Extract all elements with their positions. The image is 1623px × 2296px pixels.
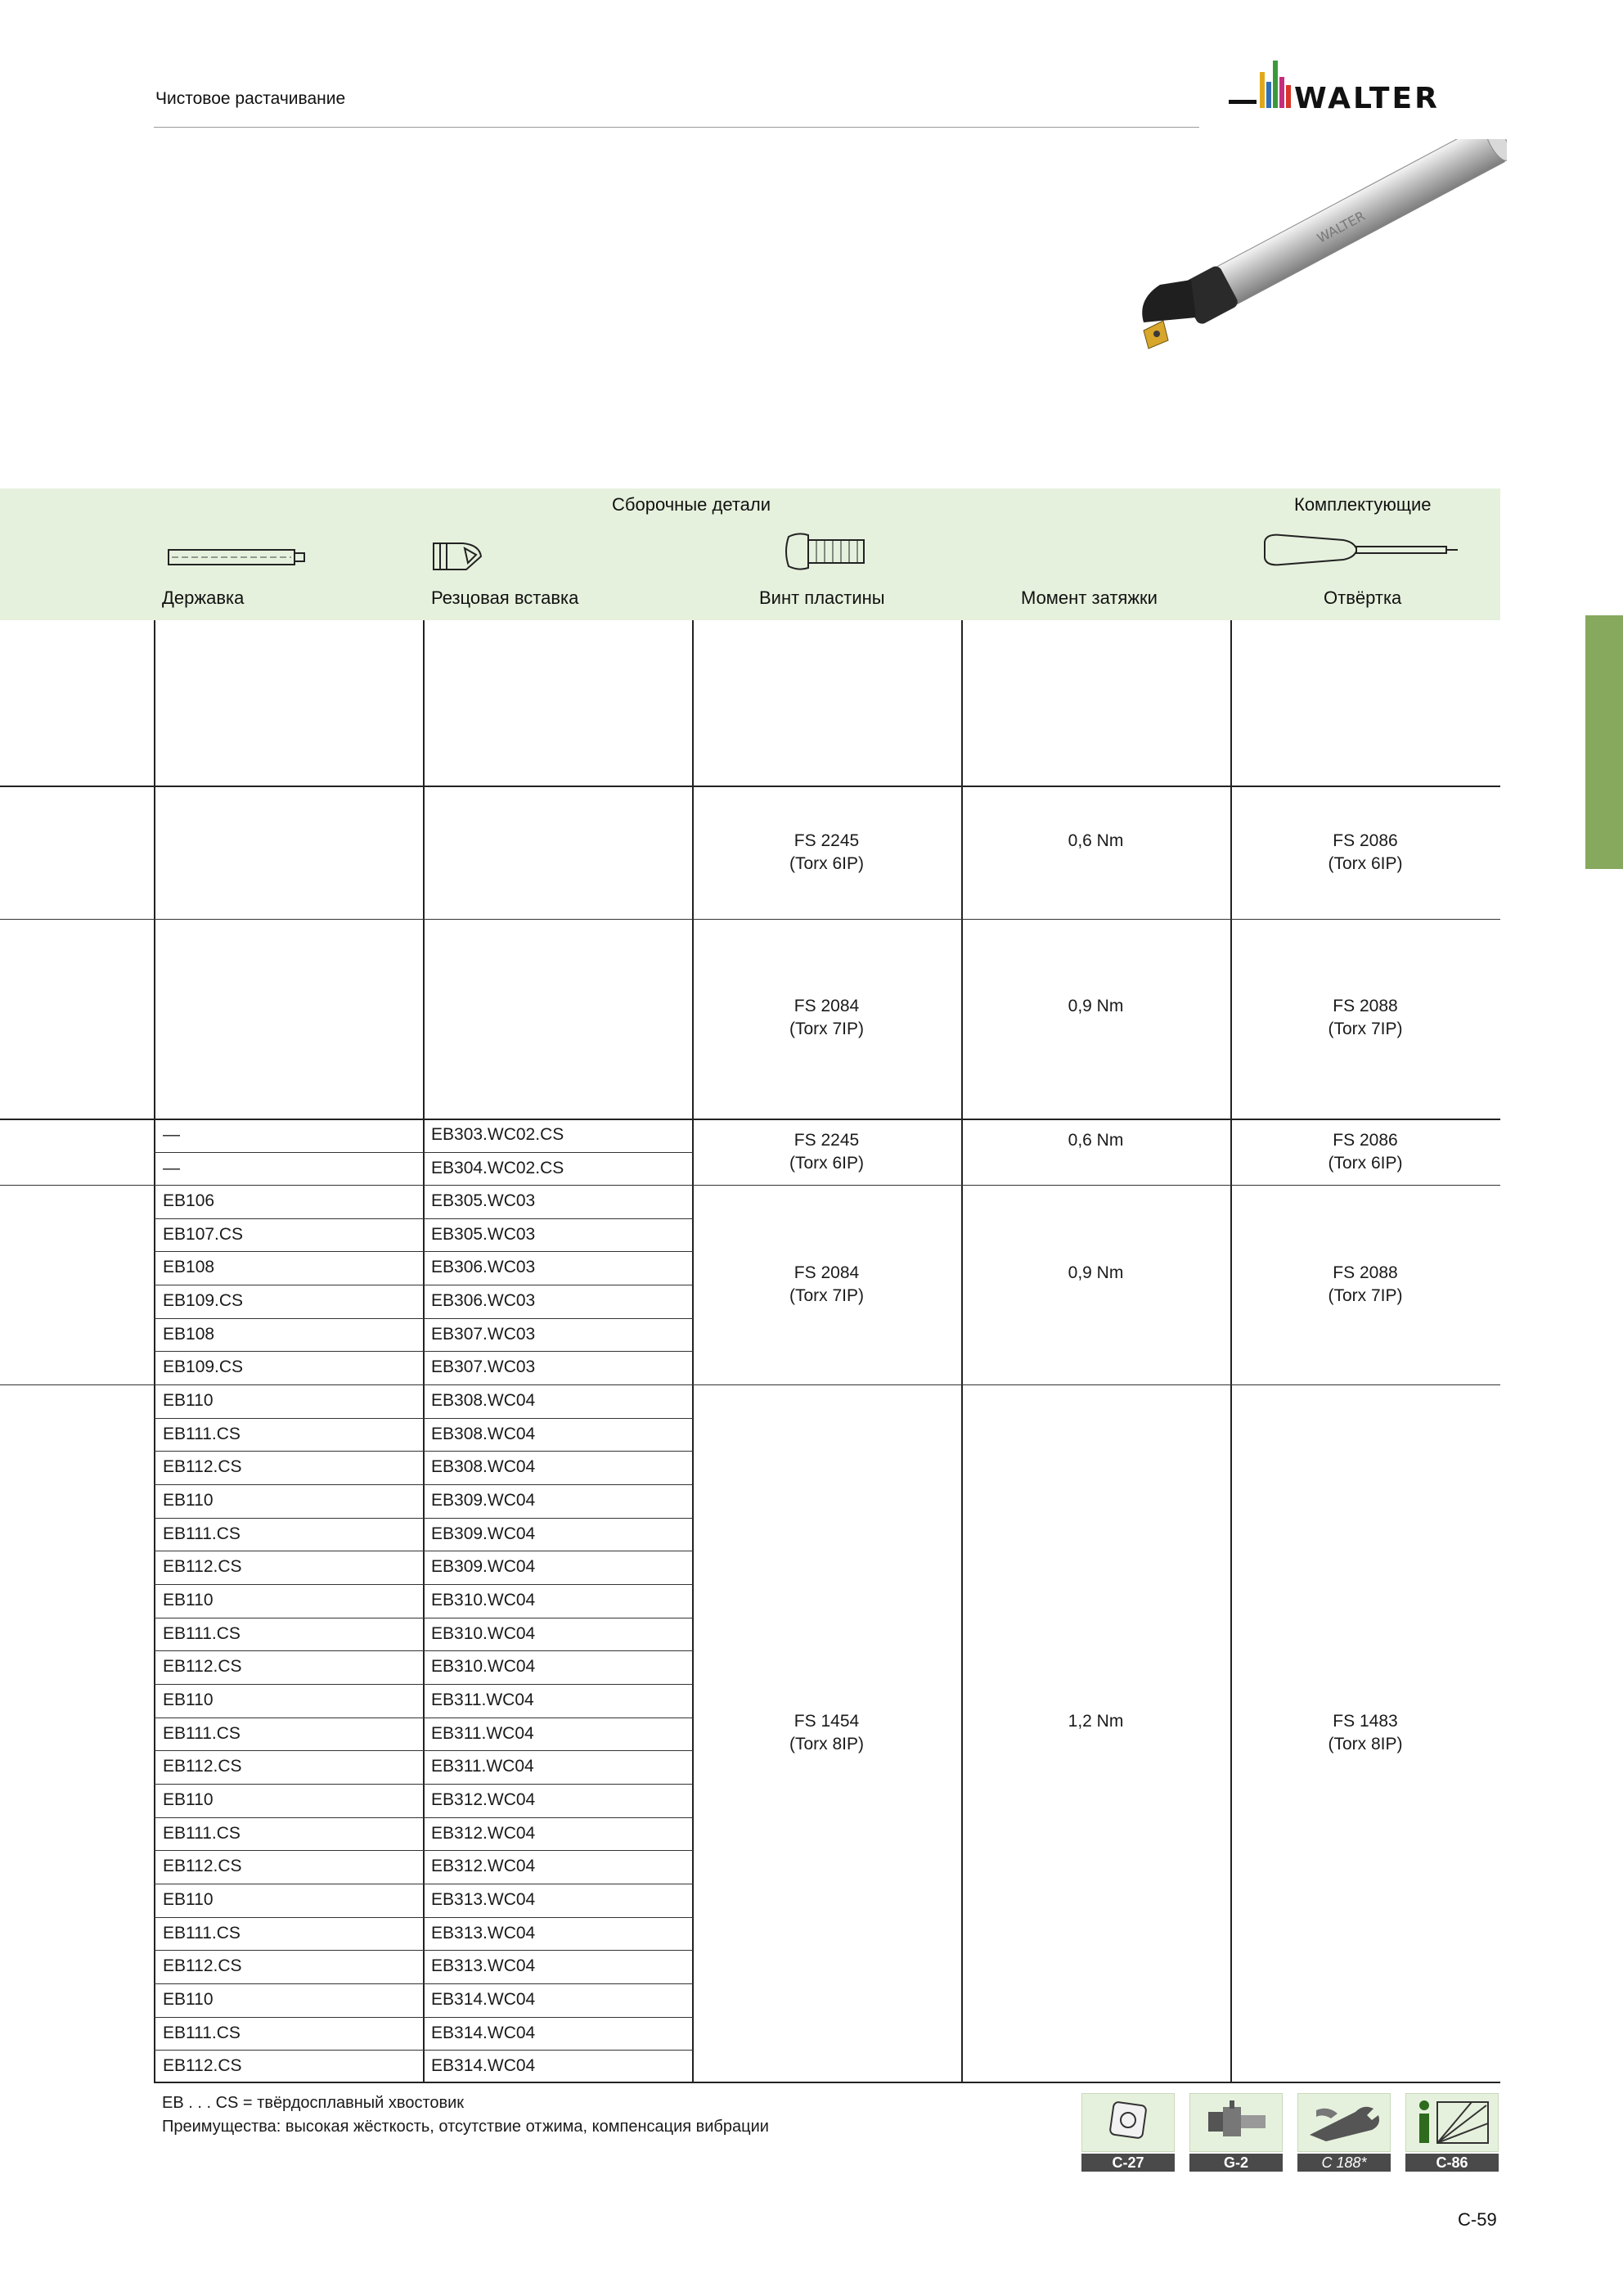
holder-icon [167,543,308,571]
holder-cell: EB109.CS [163,1357,244,1376]
cartridge-cell: EB313.WC04 [431,1924,536,1943]
holder-cell: EB112.CS [163,1657,242,1676]
holder-cell: EB107.CS [163,1225,244,1244]
holder-cell: EB111.CS [163,1624,241,1643]
cartridge-cell: EB308.WC04 [431,1425,536,1443]
holder-cell: — [163,1125,180,1144]
screw-cell: FS 2084 (Torx 7IP) [789,997,864,1038]
holder-cell: EB109.CS [163,1291,244,1310]
holder-cell: EB110 [163,1690,214,1709]
holder-cell: EB110 [163,1990,214,2009]
row-line [154,1784,693,1785]
page-number: C-59 [1458,2209,1497,2230]
group-label-accessories: Комплектующие [1294,494,1432,515]
holder-cell: EB111.CS [163,1924,241,1943]
holder-cell: EB111.CS [163,1824,241,1843]
col-header-holder: Державка [162,588,245,608]
holder-cell: EB110 [163,1391,214,1410]
holder-cell: EB111.CS [163,1425,241,1443]
col-header-screw: Винт пластины [759,588,885,608]
reference-badge-adapter[interactable] [1189,2093,1283,2172]
col-header-torque: Момент затяжки [1021,588,1158,608]
cartridge-cell: EB309.WC04 [431,1524,536,1543]
holder-cell: EB110 [163,1591,214,1609]
torque-cell: 0,6 Nm [1068,831,1124,850]
cartridge-cell: EB307.WC03 [431,1357,536,1376]
cartridge-cell: EB312.WC04 [431,1824,536,1843]
holder-cell: EB112.CS [163,1956,242,1975]
page-title: Чистовое растачивание [155,89,346,108]
screw-cell: FS 2245 (Torx 6IP) [789,1131,864,1173]
holder-cell: EB108 [163,1325,215,1344]
holder-cell: EB112.CS [163,1557,242,1576]
group-divider [0,1185,1500,1186]
cartridge-cell: EB309.WC04 [431,1557,536,1576]
holder-cell: EB106 [163,1191,215,1210]
table-bottom-line [154,2082,1500,2083]
col-header-screwdriver: Отвёртка [1324,588,1402,608]
cartridge-cell: EB309.WC04 [431,1491,536,1510]
holder-cell: EB111.CS [163,1724,241,1743]
group-divider [0,1119,1500,1120]
screwdriver-cell: FS 2086 (Torx 6IP) [1328,1131,1403,1173]
holder-cell: EB110 [163,1790,214,1809]
cartridge-cell: EB310.WC04 [431,1591,536,1609]
holder-cell: EB112.CS [163,1757,242,1776]
cartridge-cell: EB311.WC04 [431,1724,534,1743]
footnote-advantages: Преимущества: высокая жёсткость, отсутствие отжима, компенсация вибрации [162,2118,769,2136]
group-divider [0,1384,1500,1385]
cartridge-cell: EB303.WC02.CS [431,1125,564,1144]
screwdriver-cell: FS 1483 (Torx 8IP) [1328,1712,1403,1754]
torque-cell: 0,6 Nm [1068,1131,1124,1150]
screwdriver-cell: FS 2086 (Torx 6IP) [1328,831,1403,873]
cartridge-cell: EB313.WC04 [431,1890,536,1909]
svg-text:WALTER: WALTER [1314,208,1368,246]
cartridge-cell: EB304.WC02.CS [431,1159,564,1177]
row-line [154,1584,693,1585]
wrench-icon [1298,2094,1390,2151]
holder-cell: EB108 [163,1258,215,1276]
holder-cell: EB112.CS [163,2056,242,2075]
reference-badge-wrench[interactable] [1297,2093,1391,2172]
row-line [154,1983,693,1984]
cartridge-cell: EB308.WC04 [431,1391,536,1410]
screw-cell: FS 2084 (Torx 7IP) [789,1263,864,1305]
cartridge-cell: EB306.WC03 [431,1291,536,1310]
badge-label: C 188* [1297,2154,1391,2172]
info-chart-icon [1406,2094,1498,2151]
cartridge-cell: EB307.WC03 [431,1325,536,1344]
boring-bar-image [1121,139,1507,385]
walter-wordmark: WALTER [1294,82,1440,115]
col-header-cartridge: Резцовая вставка [431,588,579,608]
row-line [154,1318,693,1319]
row-line [154,1251,693,1252]
cartridge-cell: EB305.WC03 [431,1225,536,1244]
torque-cell: 0,9 Nm [1068,1263,1124,1282]
cartridge-cell: EB314.WC04 [431,2024,536,2042]
reference-badge-insert[interactable] [1081,2093,1175,2172]
reference-badge-info[interactable] [1405,2093,1499,2172]
screwdriver-cell: FS 2088 (Torx 7IP) [1328,997,1403,1038]
cartridge-cell: EB312.WC04 [431,1790,536,1809]
holder-cell: EB110 [163,1890,214,1909]
holder-cell: EB111.CS [163,1524,241,1543]
holder-cell: — [163,1159,180,1177]
row-line [154,1484,693,1485]
torque-cell: 1,2 Nm [1068,1712,1124,1731]
cartridge-cell: EB314.WC04 [431,1990,536,2009]
insert-icon [1082,2094,1174,2151]
group-divider [0,786,1500,787]
cartridge-icon [430,537,484,573]
badge-label: C-27 [1081,2154,1175,2172]
row-line [154,1684,693,1685]
holder-cell: EB111.CS [163,2024,241,2042]
cartridge-cell: EB313.WC04 [431,1956,536,1975]
group-divider [0,919,1500,920]
walter-logo [1229,61,1500,128]
cartridge-cell: EB312.WC04 [431,1857,536,1875]
cartridge-cell: EB306.WC03 [431,1258,536,1276]
screwdriver-icon [1261,530,1461,568]
screw-cell: FS 2245 (Torx 6IP) [789,831,864,873]
badge-label: G-2 [1189,2154,1283,2172]
cartridge-cell: EB305.WC03 [431,1191,536,1210]
torque-cell: 0,9 Nm [1068,997,1124,1015]
holder-cell: EB110 [163,1491,214,1510]
cartridge-cell: EB310.WC04 [431,1624,536,1643]
row-line [154,1152,693,1153]
footnote-carbide-shank: EB . . . CS = твёрдосплавный хвостовик [162,2094,465,2112]
screwdriver-cell: FS 2088 (Torx 7IP) [1328,1263,1403,1305]
cartridge-cell: EB310.WC04 [431,1657,536,1676]
cartridge-cell: EB311.WC04 [431,1690,534,1709]
group-label-assembly: Сборочные детали [612,494,771,515]
cartridge-cell: EB308.WC04 [431,1457,536,1476]
holder-cell: EB112.CS [163,1857,242,1875]
section-side-tab [1585,615,1623,869]
badge-label: C-86 [1405,2154,1499,2172]
screw-icon [784,529,869,574]
adapter-icon [1190,2094,1282,2151]
cartridge-cell: EB314.WC04 [431,2056,536,2075]
title-divider [154,127,1199,128]
cartridge-cell: EB311.WC04 [431,1757,534,1776]
screw-cell: FS 1454 (Torx 8IP) [789,1712,864,1754]
holder-cell: EB112.CS [163,1457,242,1476]
